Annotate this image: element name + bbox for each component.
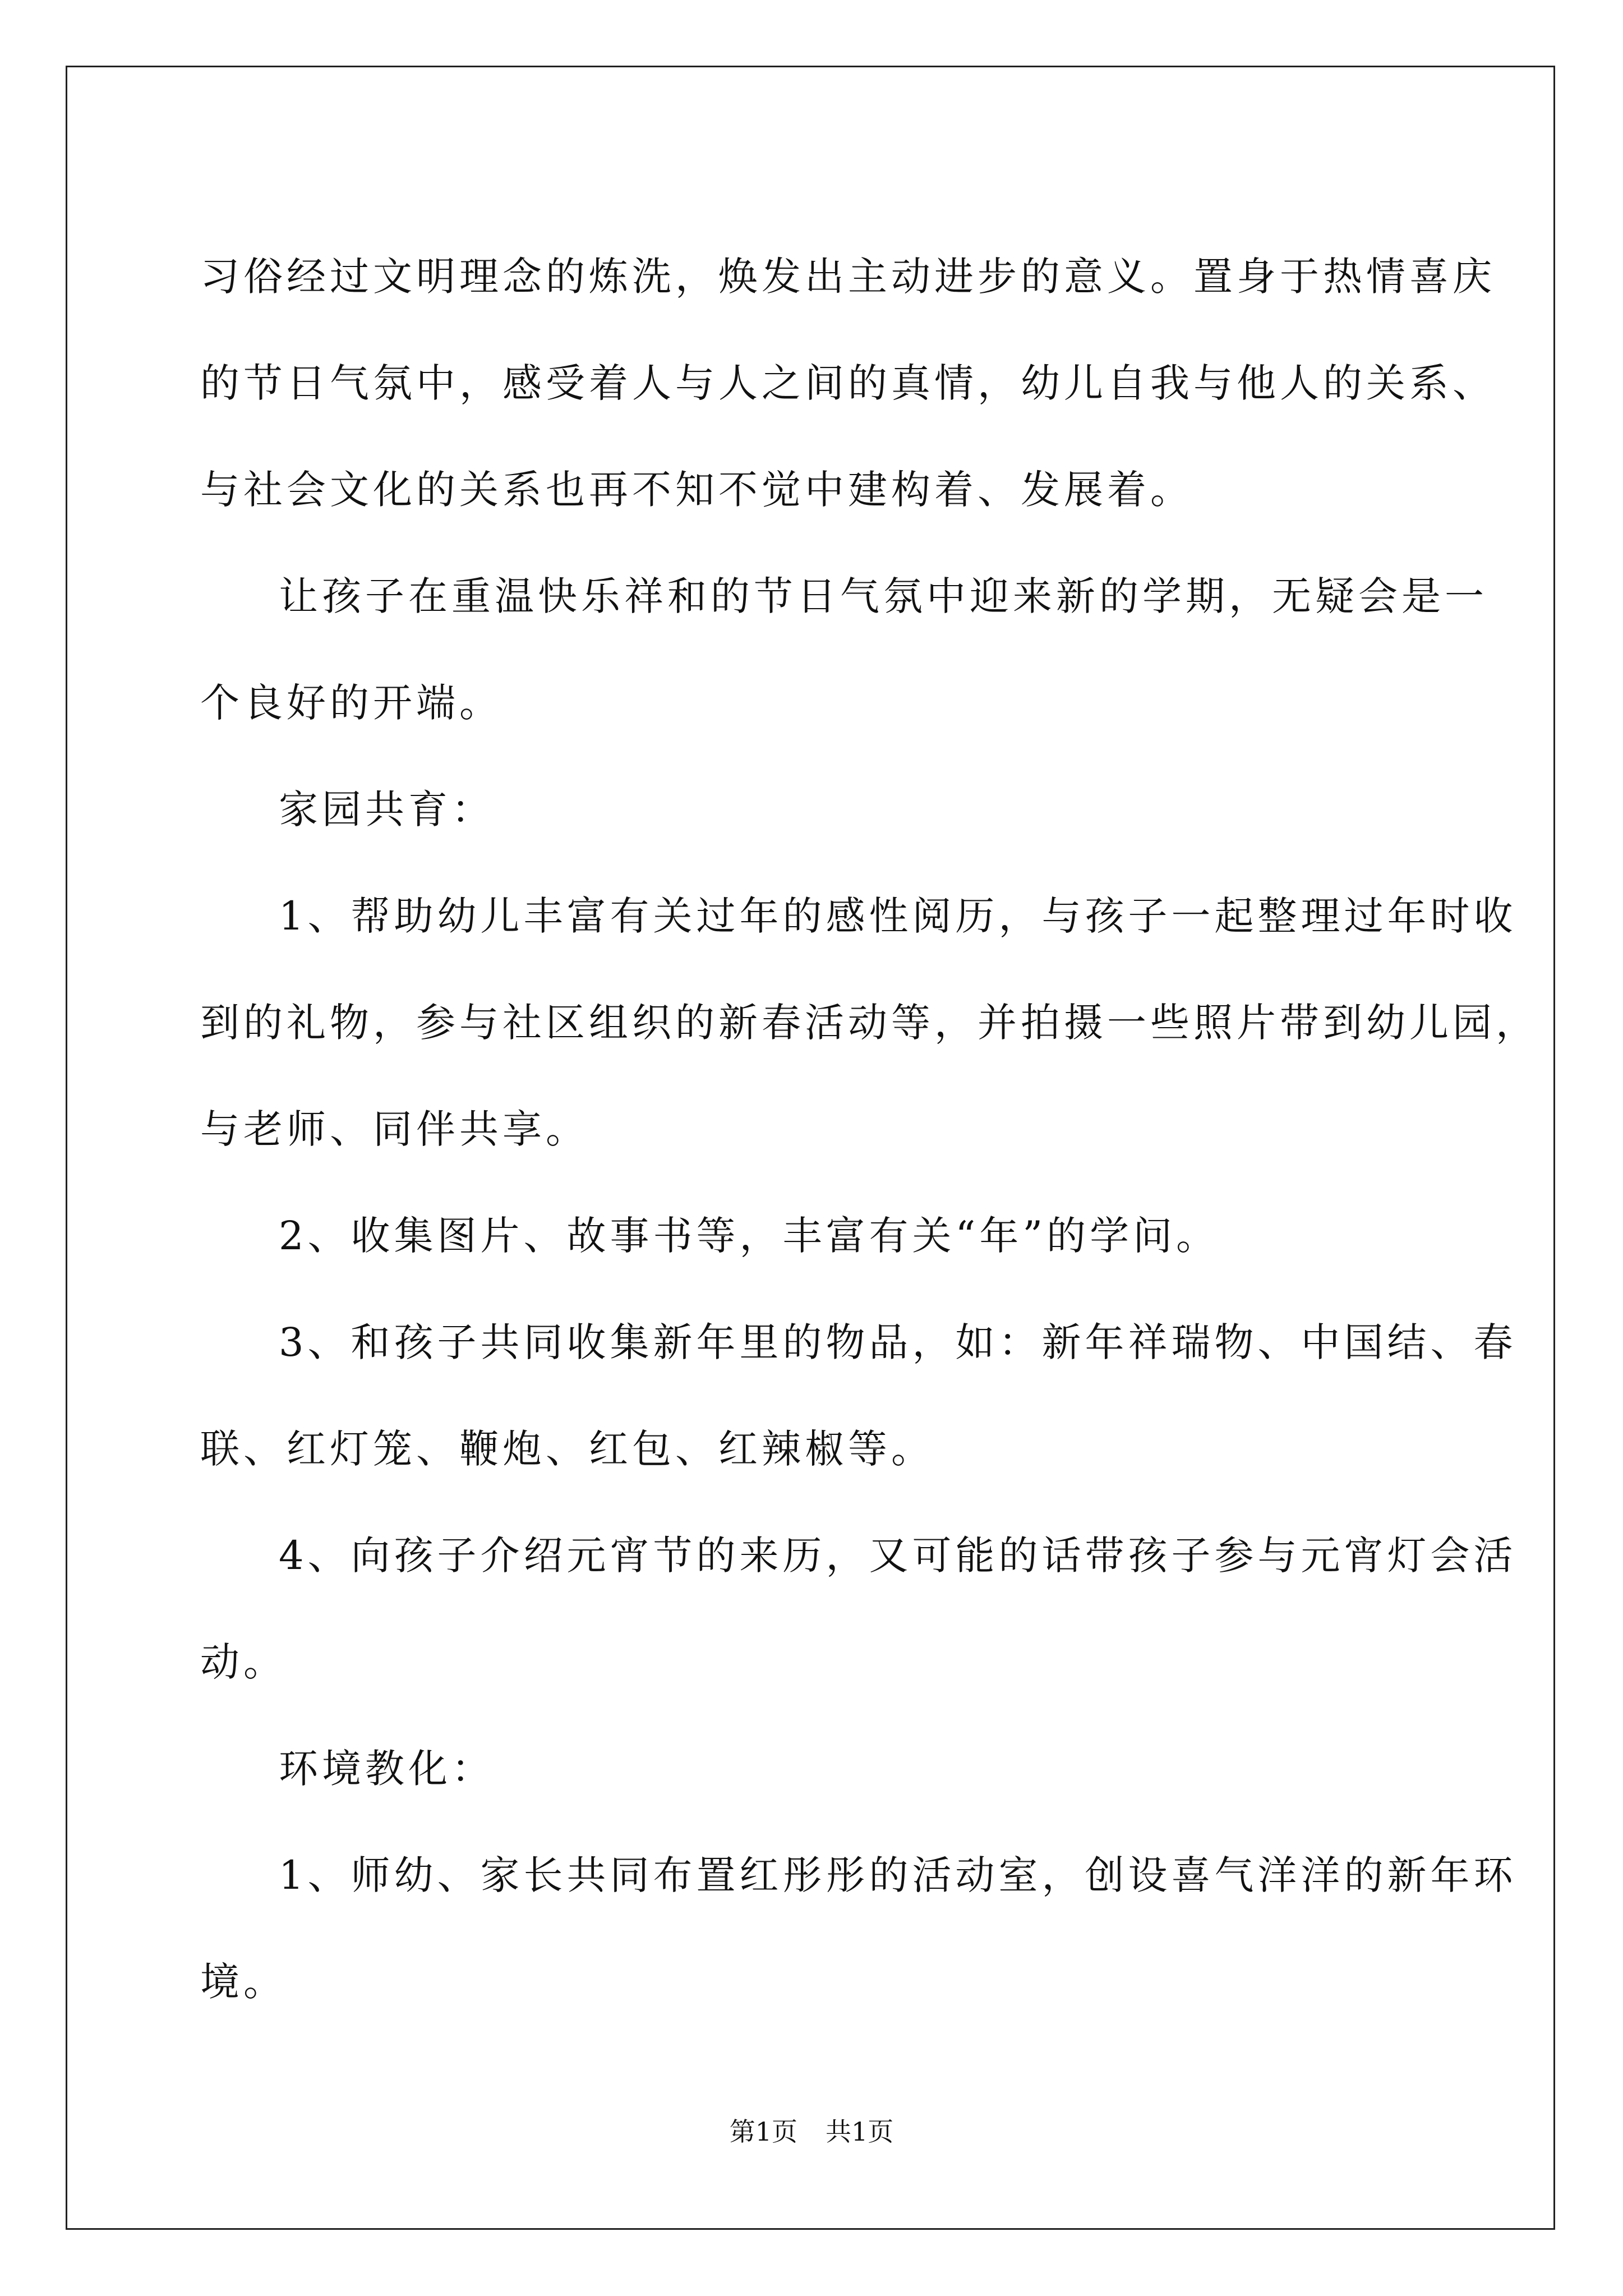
text-line: 3、和孩子共同收集新年里的物品，如：新年祥瑞物、中国结、春	[279, 1319, 1517, 1365]
text-line: 境。	[200, 1959, 287, 2005]
text-line: 的节日气氛中，感受着人与人之间的真情，幼儿自我与他人的关系、	[200, 360, 1496, 406]
list-item	[200, 1822, 1517, 2035]
list-item	[200, 1502, 1517, 1715]
page-footer	[0, 2115, 1623, 2148]
text-line: 让孩子在重温快乐祥和的节日气氛中迎来新的学期，无疑会是一	[279, 573, 1488, 619]
page-total: 共1页	[826, 2116, 894, 2147]
list-item	[200, 1182, 1451, 1289]
text-line: 4、向孩子介绍元宵节的来历，又可能的话带孩子参与元宵灯会活	[279, 1533, 1517, 1579]
paragraph	[200, 543, 1488, 756]
paragraph	[200, 223, 1496, 543]
text-line: 联、红灯笼、鞭炮、红包、红辣椒等。	[200, 1426, 934, 1472]
text-line: 1、帮助幼儿丰富有关过年的感性阅历，与孩子一起整理过年时收	[279, 893, 1517, 939]
section-heading	[200, 1715, 1451, 1822]
text-line: 与老师、同伴共享。	[200, 1106, 589, 1152]
text-line: 动。	[200, 1639, 287, 1685]
text-line: 家园共育：	[279, 786, 495, 832]
text-line: 与社会文化的关系也再不知不觉中建构着、发展着。	[200, 467, 1193, 513]
text-line: 个良好的开端。	[200, 680, 502, 726]
text-line: 1、师幼、家长共同布置红彤彤的活动室，创设喜气洋洋的新年环	[279, 1852, 1517, 1898]
list-item	[200, 863, 1539, 1182]
list-item	[200, 1289, 1517, 1502]
text-line: 到的礼物，参与社区组织的新春活动等，并拍摄一些照片带到幼儿园，	[200, 1000, 1539, 1046]
text-line: 习俗经过文明理念的炼洗，焕发出主动进步的意义。置身于热情喜庆	[200, 254, 1496, 300]
page-number: 第1页	[729, 2116, 797, 2147]
document-body	[200, 223, 1539, 2035]
text-line: 环境教化：	[279, 1746, 495, 1792]
section-heading	[200, 756, 1451, 863]
text-line: 2、收集图片、故事书等，丰富有关“年”的学问。	[279, 1213, 1220, 1259]
